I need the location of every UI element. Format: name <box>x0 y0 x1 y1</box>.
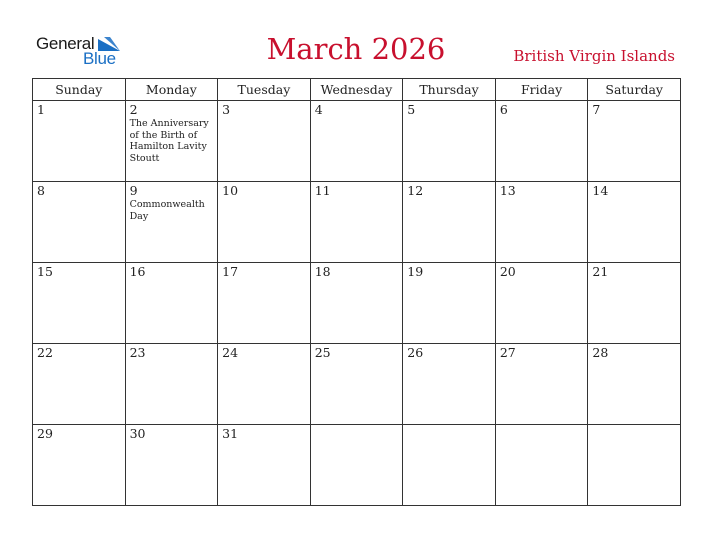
day-number: 24 <box>222 345 239 360</box>
day-number: 25 <box>314 345 331 360</box>
day-cell <box>125 425 218 506</box>
day-cell <box>588 101 681 182</box>
day-cell <box>495 101 588 182</box>
day-cell <box>495 182 588 263</box>
day-number: 30 <box>129 426 146 441</box>
weekday-saturday: Saturday <box>588 79 681 101</box>
day-number: 7 <box>592 102 601 117</box>
day-number: 10 <box>222 183 239 198</box>
day-number: 23 <box>129 345 146 360</box>
weekday-sunday: Sunday <box>33 79 126 101</box>
day-number: 28 <box>592 345 609 360</box>
day-cell <box>218 263 311 344</box>
day-number: 2 <box>129 102 138 117</box>
day-cell <box>125 263 218 344</box>
day-number: 18 <box>314 264 331 279</box>
calendar-title: March 2026 <box>266 32 446 66</box>
day-cell <box>588 344 681 425</box>
day-cell <box>403 425 496 506</box>
weekday-monday: Monday <box>125 79 218 101</box>
day-number: 11 <box>314 183 331 198</box>
day-cell <box>495 425 588 506</box>
day-number: 15 <box>37 264 53 279</box>
day-number: 4 <box>314 102 323 117</box>
day-cell <box>218 101 311 182</box>
day-cell <box>33 344 126 425</box>
day-cell <box>33 182 126 263</box>
day-cell <box>403 263 496 344</box>
day-number: 21 <box>592 264 609 279</box>
weekday-header-row <box>33 79 681 101</box>
holiday-label: Commonwealth Day <box>129 199 205 222</box>
day-cell <box>403 344 496 425</box>
weekday-friday: Friday <box>495 79 588 101</box>
day-cell <box>495 263 588 344</box>
day-cell <box>33 425 126 506</box>
weekday-thursday: Thursday <box>403 79 496 101</box>
day-number: 12 <box>407 183 424 198</box>
weekday-wednesday: Wednesday <box>310 79 403 101</box>
day-number: 17 <box>222 264 239 279</box>
day-cell <box>310 101 403 182</box>
day-number: 1 <box>37 102 45 117</box>
day-cell <box>218 425 311 506</box>
day-number: 5 <box>407 102 416 117</box>
day-number: 31 <box>222 426 239 441</box>
day-cell <box>125 182 218 263</box>
day-cell <box>588 182 681 263</box>
day-cell <box>310 425 403 506</box>
day-number: 9 <box>129 183 138 198</box>
day-cell <box>403 182 496 263</box>
day-cell <box>495 344 588 425</box>
day-number: 27 <box>499 345 516 360</box>
day-cell <box>588 425 681 506</box>
day-number: 6 <box>499 102 508 117</box>
day-number: 14 <box>592 183 609 198</box>
day-number: 20 <box>499 264 516 279</box>
week-row <box>33 425 681 506</box>
day-cell <box>310 263 403 344</box>
day-cell <box>310 344 403 425</box>
day-cell <box>125 344 218 425</box>
calendar-grid <box>32 78 681 506</box>
day-cell <box>588 263 681 344</box>
day-cell <box>33 263 126 344</box>
week-row <box>33 344 681 425</box>
day-number: 16 <box>129 264 146 279</box>
day-number: 29 <box>37 426 53 441</box>
week-row <box>33 101 681 182</box>
day-cell <box>218 344 311 425</box>
day-number: 19 <box>407 264 424 279</box>
day-cell <box>403 101 496 182</box>
day-number: 13 <box>499 183 516 198</box>
day-number: 3 <box>222 102 231 117</box>
day-number: 22 <box>37 345 53 360</box>
weekday-tuesday: Tuesday <box>218 79 311 101</box>
country-name: British Virgin Islands <box>513 47 675 65</box>
holiday-label: The Anniversary of the Birth of Hamilton Lavity Stoutt <box>129 118 209 164</box>
week-row <box>33 182 681 263</box>
day-cell <box>125 101 218 182</box>
week-row <box>33 263 681 344</box>
logo-text-blue: Blue <box>83 49 116 68</box>
day-cell <box>218 182 311 263</box>
day-cell <box>33 101 126 182</box>
day-number: 8 <box>37 183 45 198</box>
day-number: 26 <box>407 345 424 360</box>
day-cell <box>310 182 403 263</box>
logo-text-general: General <box>36 34 95 53</box>
